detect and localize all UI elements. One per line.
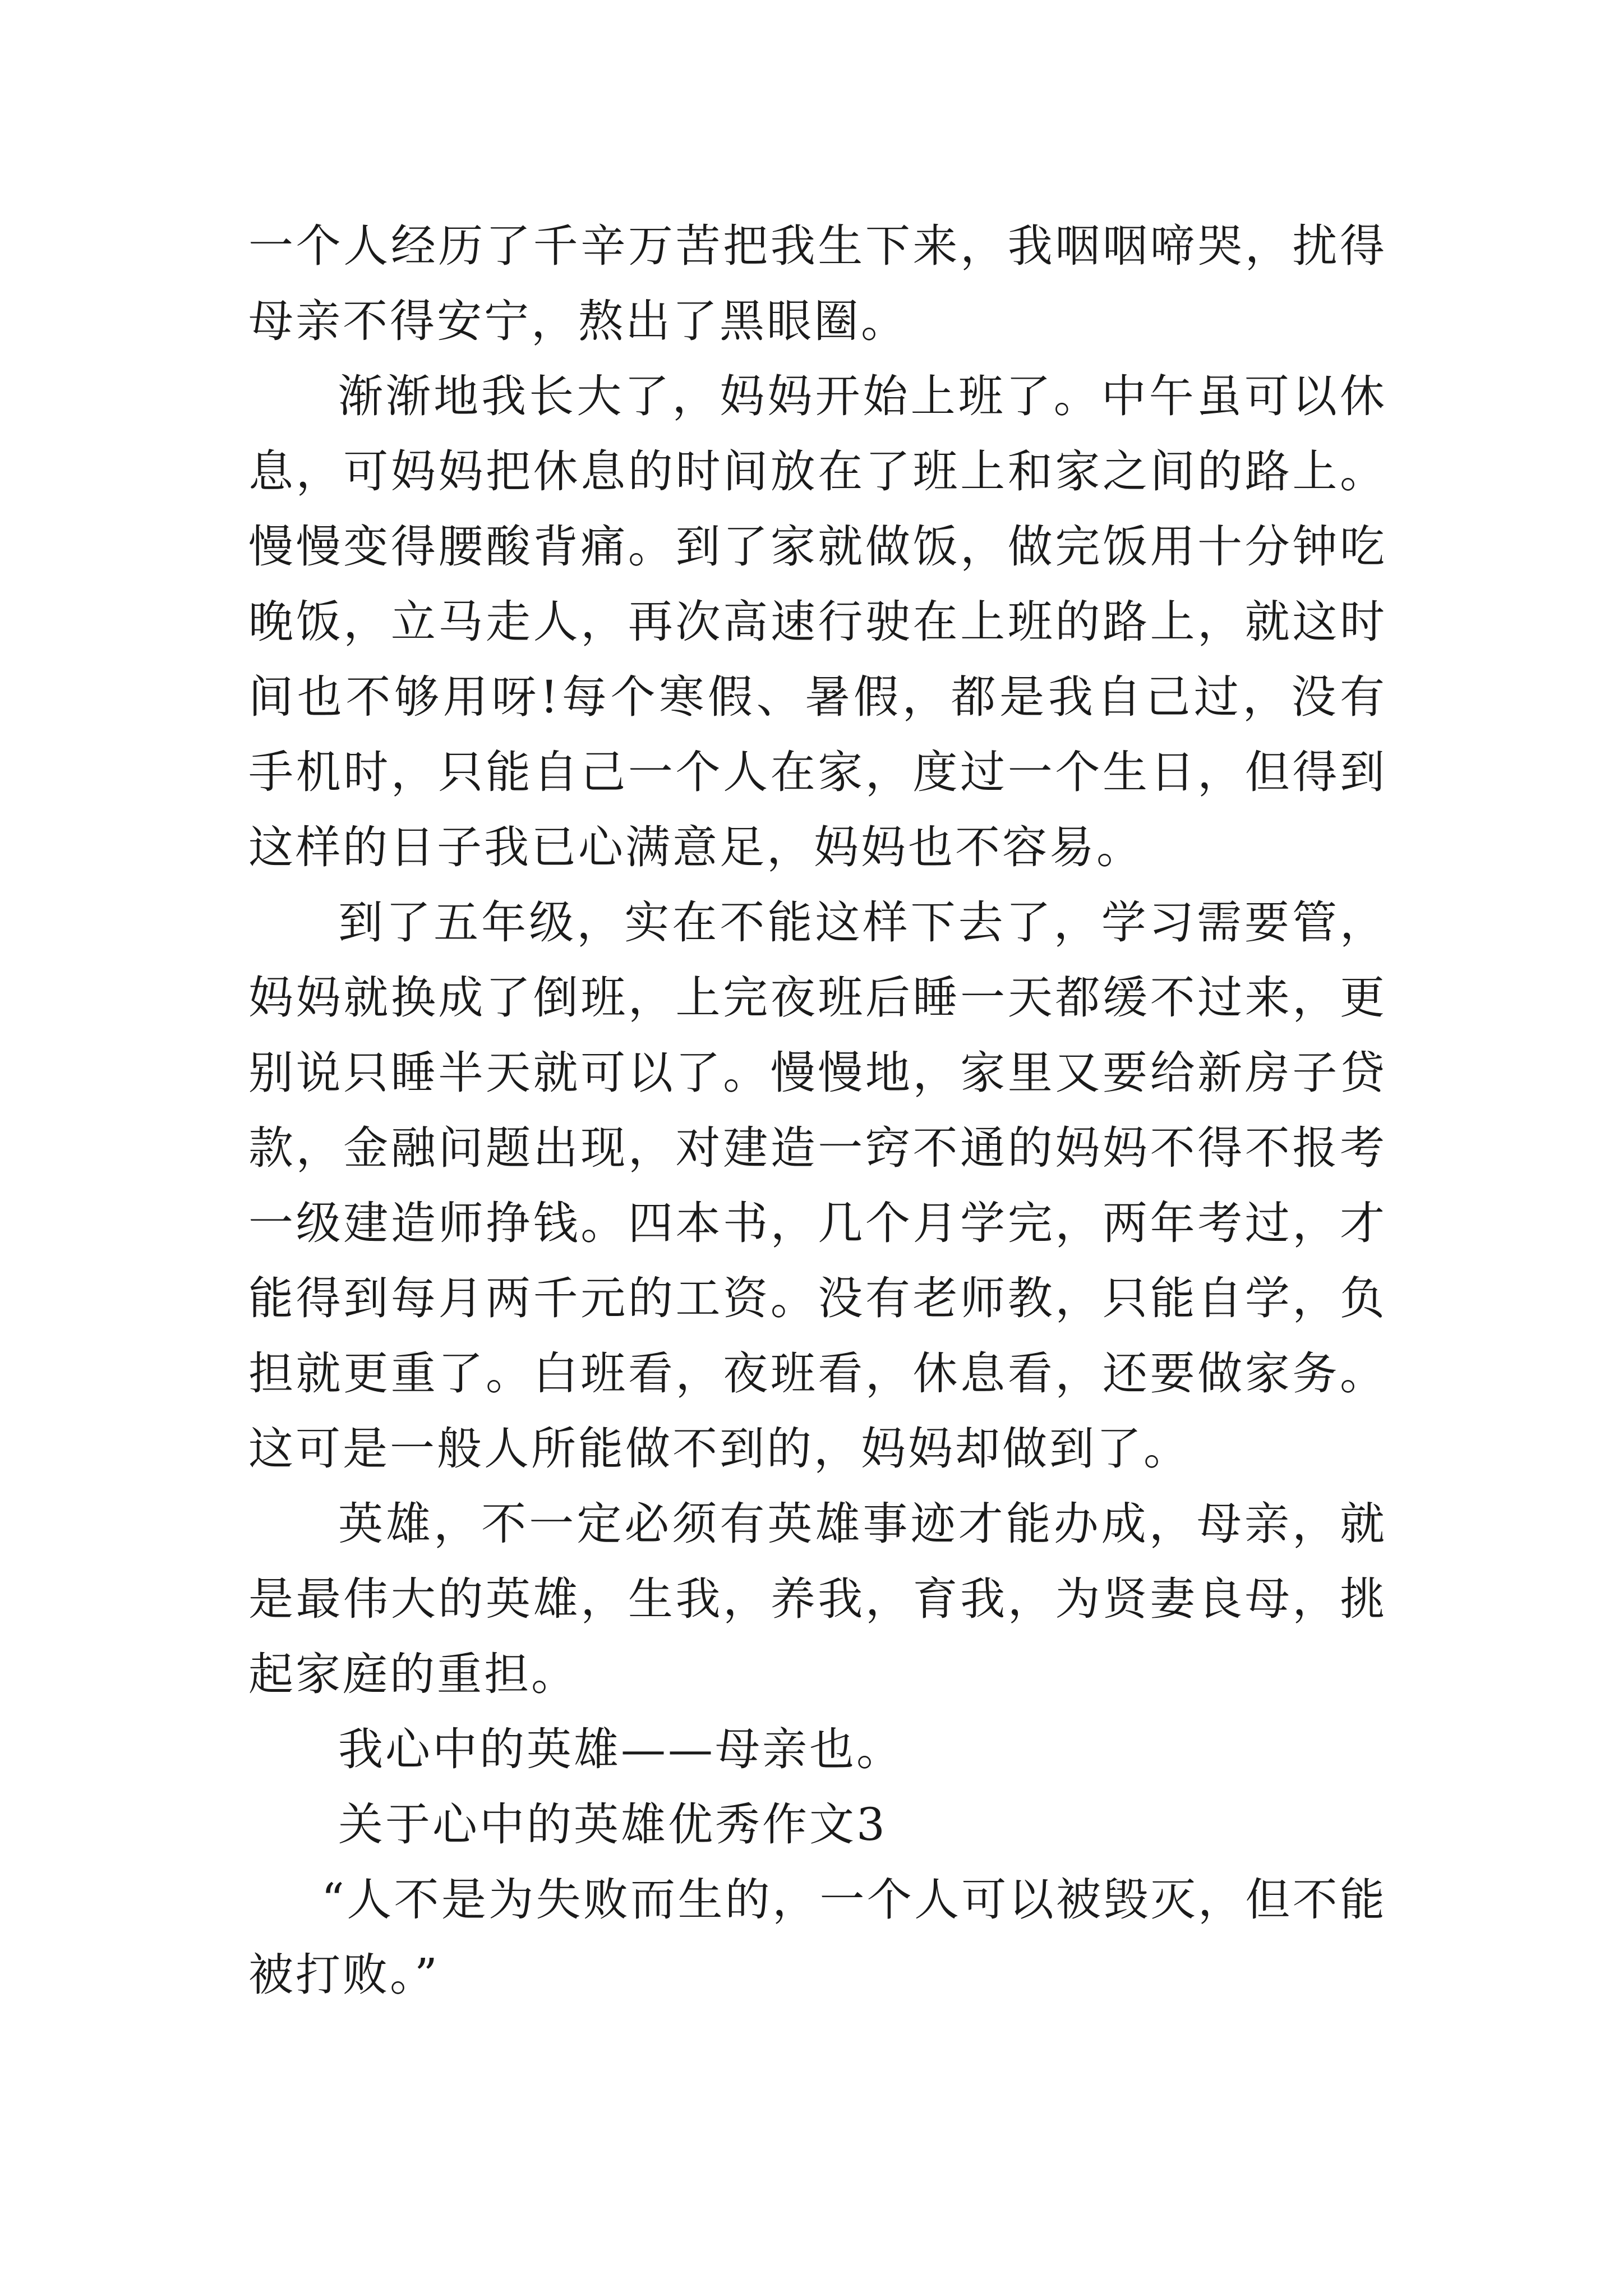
paragraph-conclusion: 我心中的英雄——母亲也。 xyxy=(338,1723,903,1775)
paragraph-hero-definition: 英雄，不一定必须有英雄事迹才能办成，母亲，就是最伟大的英雄，生我，养我，育我，为贤妻良母，挑起家庭的重担。 xyxy=(248,1498,1387,1700)
essay-body xyxy=(248,209,1387,2013)
paragraph-birth: 一个人经历了千辛万苦把我生下来，我咽咽啼哭，扰得母亲不得安宁，熬出了黑眼圈。 xyxy=(248,220,1387,347)
paragraph-fifth-grade: 到了五年级，实在不能这样下去了，学习需要管，妈妈就换成了倒班，上完夜班后睡一天都缓不过来，更别说只睡半天就可以了。慢慢地，家里又要给新房子贷款，金融问题出现，对建造一窍不通的妈妈不得不报考一级建造师挣钱。四本书，几个月学完，两年考过，才能得到每月两千元的工资。没有老师教，只能自学，负担就更重了。白班看，夜班看，休息看，还要做家务。这可是一般人所能做不到的，妈妈却做到了。 xyxy=(248,896,1387,1475)
paragraph-quote: “人不是为失败而生的，一个人可以被毁灭，但不能被打败。” xyxy=(248,1874,1387,2001)
essay-section-heading: 关于心中的英雄优秀作文3 xyxy=(338,1798,887,1851)
paragraph-growing-up: 渐渐地我长大了，妈妈开始上班了。中午虽可以休息，可妈妈把休息的时间放在了班上和家之间的路上。慢慢变得腰酸背痛。到了家就做饭，做完饭用十分钟吃晚饭，立马走人，再次高速行驶在上班的路上，就这时间也不够用呀!每个寒假、暑假，都是我自己过，没有手机时，只能自己一个人在家，度过一个生日，但得到这样的日子我已心满意足，妈妈也不容易。 xyxy=(248,370,1387,873)
